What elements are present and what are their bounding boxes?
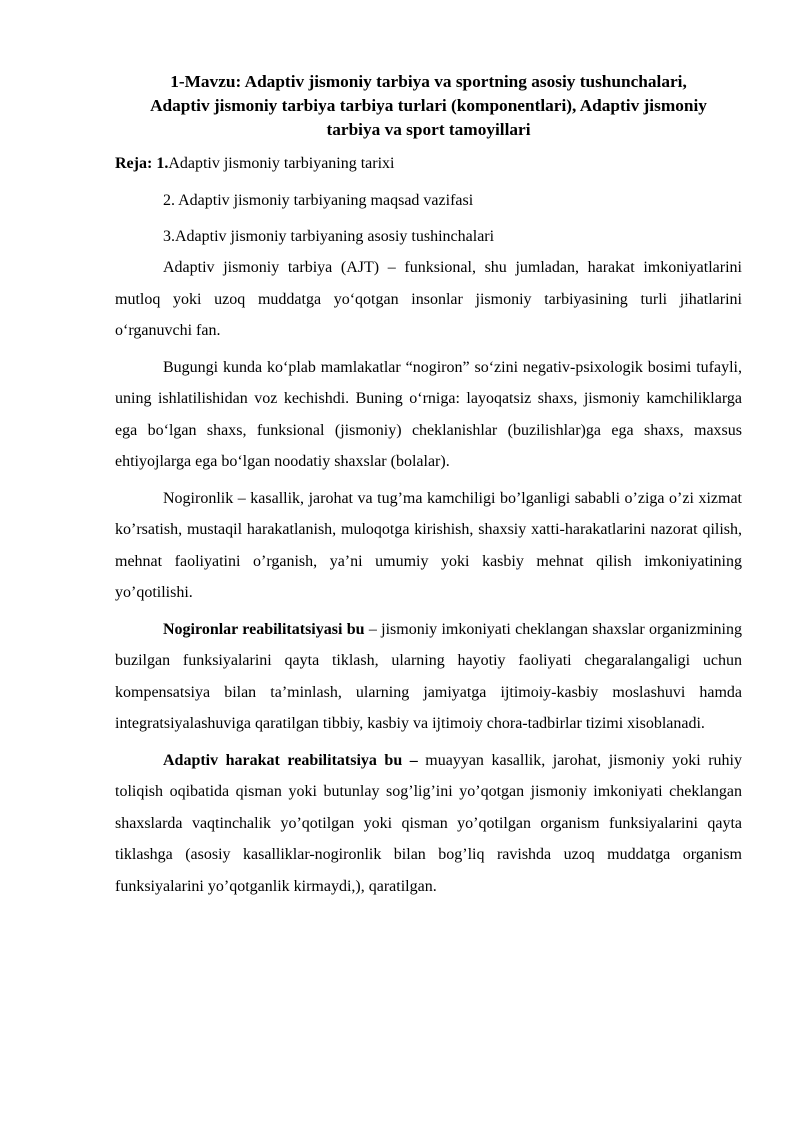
paragraph-ajt-definition: Adaptiv jismoniy tarbiya (AJT) – funksional, shu jumladan, harakat imkoniyatlarini mutloq yoki uzoq muddatga yo‘qotgan insonlar jismoniy tarbiyasining turli jihatlarini o‘rganuvchi fan. bbox=[115, 259, 742, 339]
paragraph-terminology: Bugungi kunda ko‘plab mamlakatlar “nogiron” so‘zini negativ-psixologik bosimi tufayli, uning ishlatilishidan voz kechishdi. Buning o‘rniga: layoqatsiz shaxs, jismoniy kamchiliklarga ega bo‘lgan shaxs, funksional (jismoniy) cheklanishlar (buzilishlar)ga ega shaxs, maxsus ehtiyojlarga ega bo‘lgan noodatiy shaxslar (bolalar). bbox=[115, 358, 742, 470]
paragraph-rehabilitation bbox=[115, 614, 742, 740]
plan-item-1-text: Adaptiv jismoniy tarbiyaning tarixi bbox=[168, 155, 395, 172]
document-page bbox=[115, 70, 742, 902]
plan-label: Reja: bbox=[115, 155, 153, 172]
plan-item-2: 2. Adaptiv jismoniy tarbiyaning maqsad vazifasi bbox=[163, 192, 474, 209]
plan-item-1 bbox=[115, 154, 742, 173]
title-line-1: 1-Mavzu: Adaptiv jismoniy tarbiya va sportning asosiy tushunchalari, bbox=[170, 72, 687, 91]
title-line-2: Adaptiv jismoniy tarbiya tarbiya turlari (komponentlari), Adaptiv jismoniy bbox=[150, 96, 707, 115]
paragraph-adaptive-rehabilitation bbox=[115, 745, 742, 903]
adaptive-rehabilitation-term: Adaptiv harakat reabilitatsiya bu – bbox=[163, 751, 418, 769]
page-title bbox=[115, 70, 742, 142]
adaptive-rehabilitation-text: muayyan kasallik, jarohat, jismoniy yoki ruhiy toliqish oqibatida qisman yoki butunlay sog’lig’ini yo’qotgan jismoniy imkoniyati cheklangan shaxslarda vaqtinchalik yo’qotilgan yoki qisman yo’qotilgan organism funksiyalarini qayta tiklashga (asosiy kasalliklar-nogironlik bilan bog’liq ravishda uzoq muddatga organism funksiyalarini yo’qotganlik kirmaydi,), qaratilgan. bbox=[115, 751, 742, 895]
plan-item-1-number: 1. bbox=[156, 155, 169, 172]
title-line-3: tarbiya va sport tamoyillari bbox=[326, 120, 531, 139]
paragraph-disability-definition: Nogironlik – kasallik, jarohat va tug’ma kamchiligi bo’lganligi sababli o’ziga o’zi xizmat ko’rsatish, mustaqil harakatlanish, muloqotga kirishish, shaxsiy xatti-harakatlarini nazorat qilish, mehnat faoliyatini o’rganish, ya’ni umumiy yoki kasbiy mehnat qilish imkoniyatining yo’qotilishi. bbox=[115, 489, 742, 601]
rehabilitation-term: Nogironlar reabilitatsiyasi bu bbox=[163, 620, 365, 638]
plan-list bbox=[115, 154, 742, 246]
plan-item-3: 3.Adaptiv jismoniy tarbiyaning asosiy tushinchalari bbox=[163, 228, 495, 245]
rehabilitation-text: – jismoniy imkoniyati cheklangan shaxslar organizmining buzilgan funksiyalarini qayta tiklash, ularning hayotiy faoliyati chegaralangaligi uchun kompensatsiya bilan ta’minlash, ularning jamiyatga ijtimoiy-kasbiy moslashuvi hamda integratsiyalashuviga qaratilgan tibbiy, kasbiy va ijtimoiy chora-tadbirlar tizimi xisoblanadi. bbox=[115, 620, 742, 732]
